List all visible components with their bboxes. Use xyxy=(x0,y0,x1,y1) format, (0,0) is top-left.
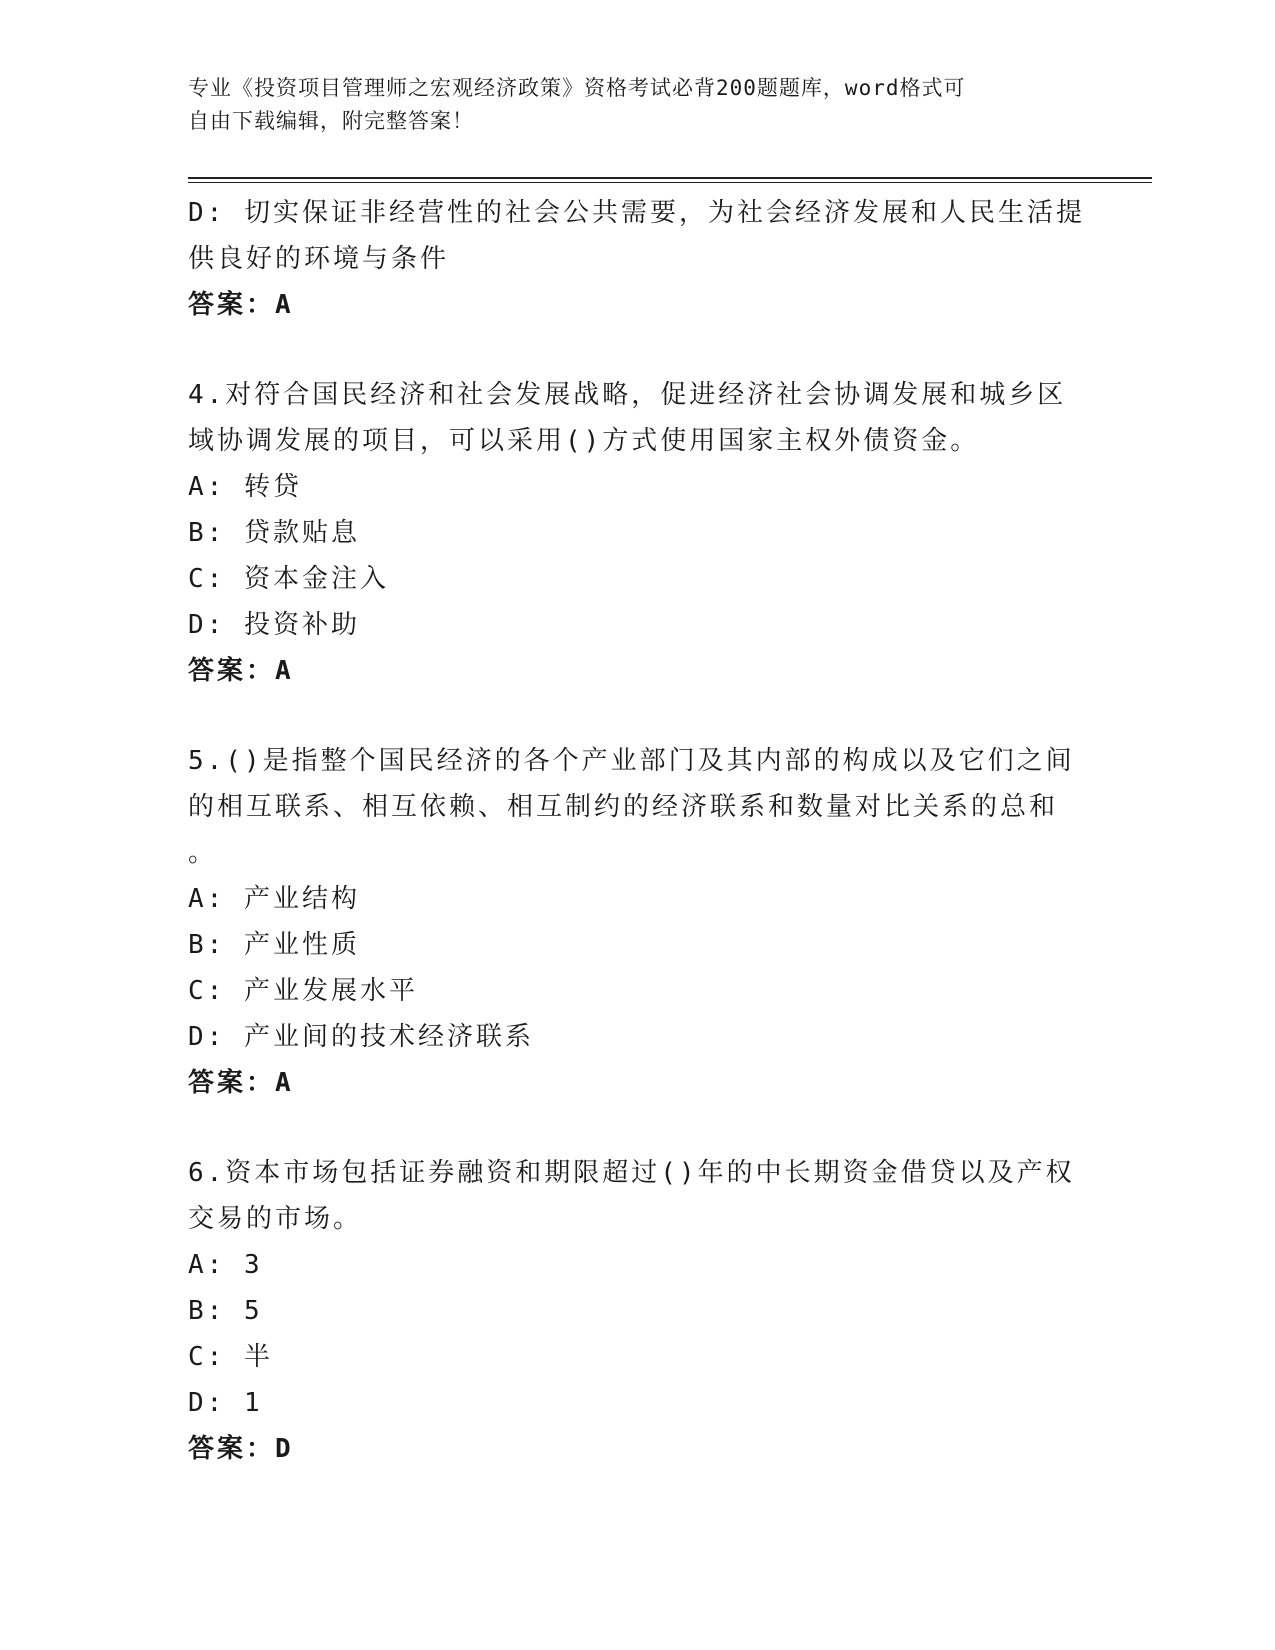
option-c: C: 半 xyxy=(188,1342,273,1372)
header-title-line-2: 自由下载编辑，附完整答案！ xyxy=(188,109,474,133)
option-b: B: 产业性质 xyxy=(188,930,360,960)
option-d: D: 1 xyxy=(188,1388,263,1418)
option-a: A: 3 xyxy=(188,1250,263,1280)
option-c: C: 产业发展水平 xyxy=(188,976,418,1006)
answer: 答案：A xyxy=(188,290,294,320)
answer: 答案：A xyxy=(188,656,294,686)
question-content xyxy=(188,190,1088,1472)
option-b: B: 贷款贴息 xyxy=(188,518,360,548)
option-d-continued: 供良好的环境与条件 xyxy=(188,244,450,274)
question-4 xyxy=(188,372,1088,694)
question-stem-continued: 。 xyxy=(188,838,218,868)
question-stem: 6.资本市场包括证券融资和期限超过()年的中长期资金借贷以及产权 xyxy=(188,1158,1075,1188)
option-b: B: 5 xyxy=(188,1296,263,1326)
option-a: A: 转贷 xyxy=(188,472,302,502)
option-d: D: 切实保证非经营性的社会公共需要，为社会经济发展和人民生活提 xyxy=(188,198,1085,228)
question-stem-continued: 域协调发展的项目，可以采用()方式使用国家主权外债资金。 xyxy=(188,426,980,456)
question-6 xyxy=(188,1150,1088,1472)
answer: 答案：A xyxy=(188,1068,294,1098)
header-divider-thin xyxy=(188,182,1152,183)
option-c: C: 资本金注入 xyxy=(188,564,389,594)
option-d: D: 投资补助 xyxy=(188,610,360,640)
option-d: D: 产业间的技术经济联系 xyxy=(188,1022,534,1052)
header-title-line-1: 专业《投资项目管理师之宏观经济政策》资格考试必背200题题库，word格式可 xyxy=(188,76,966,100)
question-stem: 5.()是指整个国民经济的各个产业部门及其内部的构成以及它们之间 xyxy=(188,746,1075,776)
question-stem: 4.对符合国民经济和社会发展战略，促进经济社会协调发展和城乡区 xyxy=(188,380,1067,410)
question-stem-continued: 交易的市场。 xyxy=(188,1204,363,1234)
question-3-tail xyxy=(188,190,1088,328)
option-a: A: 产业结构 xyxy=(188,884,360,914)
question-stem-continued: 的相互联系、相互依赖、相互制约的经济联系和数量对比关系的总和 xyxy=(188,792,1059,822)
answer: 答案：D xyxy=(188,1434,294,1464)
header-divider-thick xyxy=(188,177,1152,179)
question-5 xyxy=(188,738,1088,1106)
document-header xyxy=(188,72,1088,138)
